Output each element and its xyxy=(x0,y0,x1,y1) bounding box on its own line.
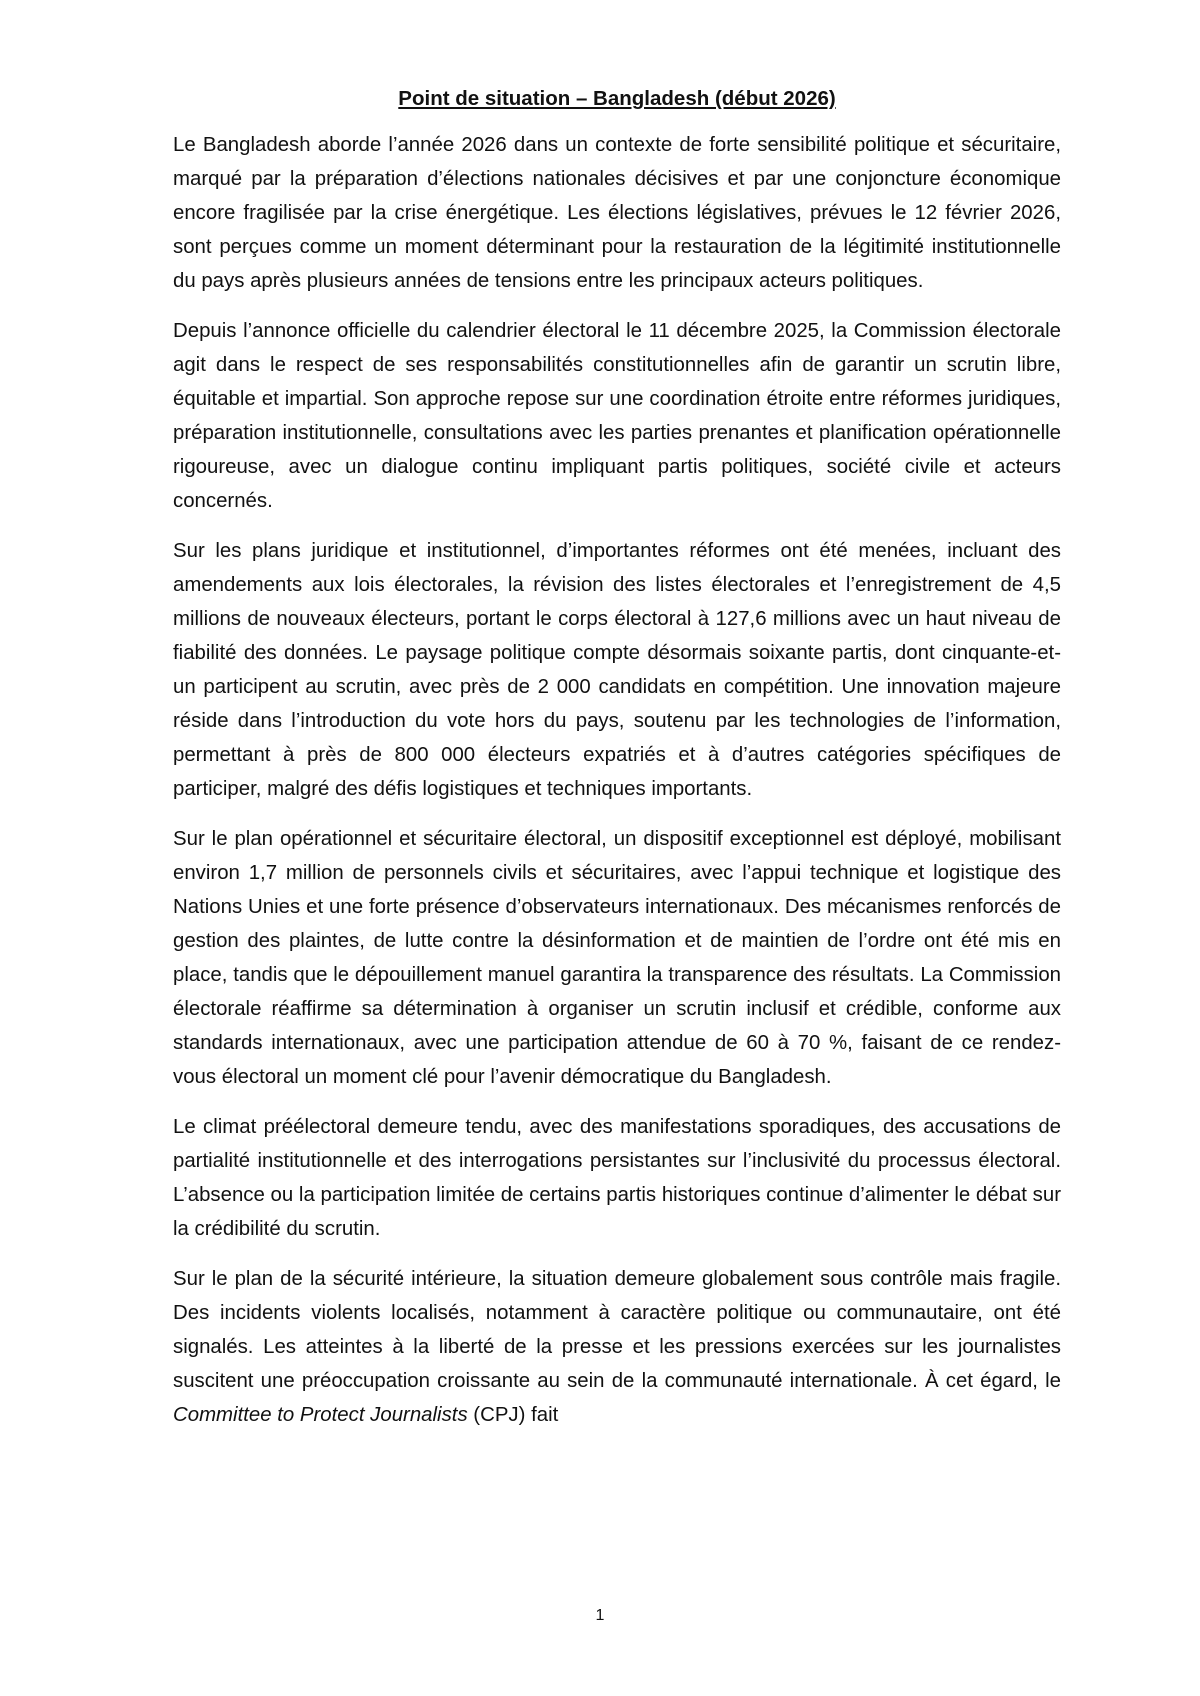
document-title: Point de situation – Bangladesh (début 2026) xyxy=(398,87,836,110)
paragraph-legal-reforms: Sur les plans juridique et institutionnel, d’importantes réformes ont été menées, incluant des amendements aux lois électorales, la révision des listes électorales et l’enregistrement de 4,5 millions de nouveaux électeurs, portant le corps électoral à 127,6 millions avec un haut niveau de fiabilité des données. Le paysage politique compte désormais soixante partis, dont cinquante-et-un participent au scrutin, avec près de 2 000 candidats en compétition. Une innovation majeure réside dans l’introduction du vote hors du pays, soutenu par les technologies de l’information, permettant à près de 800 000 électeurs expatriés et à d’autres catégories spécifiques de participer, malgré des défis logistiques et techniques importants. xyxy=(173,540,1061,800)
paragraph-electoral-commission: Depuis l’annonce officielle du calendrier électoral le 11 décembre 2025, la Commission électorale agit dans le respect de ses responsabilités constitutionnelles afin de garantir un scrutin libre, équitable et impartial. Son approche repose sur une coordination étroite entre réformes juridiques, préparation institutionnelle, consultations avec les parties prenantes et planification opérationnelle rigoureuse, avec un dialogue continu impliquant partis politiques, société civile et acteurs concernés. xyxy=(173,320,1061,512)
paragraph-text-start: Sur le plan de la sécurité intérieure, la situation demeure globalement sous contrôle mais fragile. Des incidents violents localisés, notamment à caractère politique ou communautaire, ont été signalés. Les atteintes à la liberté de la presse et les pressions exercées sur les journalistes suscitent une préoccupation croissante au sein de la communauté internationale. À cet égard, le xyxy=(173,1268,1061,1392)
paragraph-pre-electoral-climate: Le climat préélectoral demeure tendu, avec des manifestations sporadiques, des accusations de partialité institutionnelle et des interrogations persistantes sur l’inclusivité du processus électoral. L’absence ou la participation limitée de certains partis historiques continue d’alimenter le débat sur la crédibilité du scrutin. xyxy=(173,1116,1061,1240)
paragraph-internal-security xyxy=(173,1262,1061,1432)
paragraph-text-end: (CPJ) fait xyxy=(467,1404,559,1426)
document-body xyxy=(173,84,1061,1448)
page-number: 1 xyxy=(595,1607,605,1624)
paragraph-operational-security: Sur le plan opérationnel et sécuritaire électoral, un dispositif exceptionnel est déployé, mobilisant environ 1,7 million de personnels civils et sécuritaires, avec l’appui technique et logistique des Nations Unies et une forte présence d’observateurs internationaux. Des mécanismes renforcés de gestion des plaintes, de lutte contre la désinformation et de maintien de l’ordre ont été mis en place, tandis que le dépouillement manuel garantira la transparence des résultats. La Commission électorale réaffirme sa détermination à organiser un scrutin inclusif et crédible, conforme aux standards internationaux, avec une participation attendue de 60 à 70 %, faisant de ce rendez-vous électoral un moment clé pour l’avenir démocratique du Bangladesh. xyxy=(173,828,1061,1088)
paragraph-intro: Le Bangladesh aborde l’année 2026 dans un contexte de forte sensibilité politique et sécuritaire, marqué par la préparation d’élections nationales décisives et par une conjoncture économique encore fragilisée par la crise énergétique. Les élections législatives, prévues le 12 février 2026, sont perçues comme un moment déterminant pour la restauration de la légitimité institutionnelle du pays après plusieurs années de tensions entre les principaux acteurs politiques. xyxy=(173,134,1061,292)
cpj-name: Committee to Protect Journalists xyxy=(173,1404,468,1426)
